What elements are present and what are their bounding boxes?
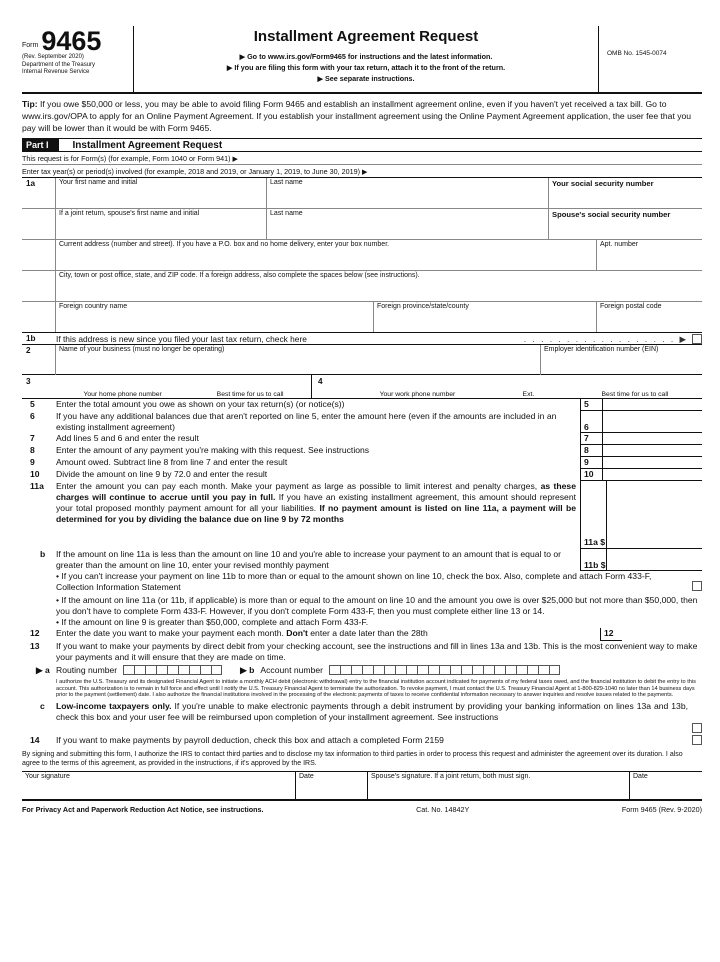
account-label: Account number [260, 664, 323, 675]
home-phone-label: Your home phone number [83, 391, 162, 398]
line-11a-text: Enter the amount you can pay each month. Make your payment as large as possible to limit interest and penalty charges, as these charges will continue to accrue until you pay in full. If you have an existing installment agreement, this amount should represent your total proposed monthly payment amount for all your liabilities. If no payment amount is listed on line 11a, a payment will be determined for you by dividing the balance due on line 9 by 72 months [56, 481, 576, 524]
line-5-box: 5 [580, 399, 602, 411]
line-13ab: ▶ a Routing number ▶ b Account number [22, 663, 702, 677]
form-footer-id: Form 9465 (Rev. 9-2020) [621, 804, 702, 814]
tip-text: If you owe $50,000 or less, you may be able to avoid filing Form 9465 and establish an installment agreement online, even if you haven't yet received a tax bill. Go to www.irs.gov/OPA to apply for an Online Payment Agreement. If you establish your installment agreement using the Online Payment Agreement application, the user fee that you pay will be lower than it would be with Form 9465. [22, 99, 692, 133]
line-3-number: 3 [26, 377, 31, 386]
footer [22, 801, 702, 814]
account-number-field[interactable] [329, 665, 560, 675]
date-field-2[interactable] [630, 772, 702, 799]
line-11b-amount[interactable] [606, 549, 702, 571]
spouse-last-name-field[interactable] [267, 209, 549, 239]
line-12-box[interactable]: 12 [600, 628, 622, 641]
spacer [22, 271, 56, 301]
apt-label: Apt. number [600, 241, 639, 248]
payroll-deduction-checkbox[interactable] [692, 735, 702, 745]
routing-number-field[interactable] [123, 665, 222, 675]
line-4-number: 4 [318, 377, 323, 386]
omb-number: OMB No. 1545-0074 [598, 26, 702, 92]
signature-row [22, 771, 702, 801]
line-13c-text: Low-income taxpayers only. If you're unable to make electronic payments through a debit instrument by providing your banking information on lines 13a and 13b, check this box and your user fee will be reimbursed upon completion of your installment agreement. See instructions [56, 700, 688, 722]
line-13-text: If you want to make your payments by direct debit from your checking account, see the instructions and fill in lines 13a and 13b. This is the most convenient way to make your payments and it will ensure that they are made on time. [56, 641, 698, 662]
line-5-amount[interactable] [602, 399, 702, 411]
line-6: 6 If you have any additional balances due that aren't reported on line 5, enter the amount here (even if the amounts are included in an existing installment agreement) 6 [22, 411, 702, 433]
line-13: 13 If you want to make your payments by direct debit from your checking account, see the instructions and fill in lines 13a and 13b. This is the most convenient way to make your payments and it will ensure that they are made on time. [22, 641, 702, 663]
line-2-number: 2 [22, 345, 56, 375]
line-9-amount[interactable] [602, 457, 702, 469]
line-6-amount[interactable] [602, 411, 702, 433]
your-signature-label: Your signature [25, 772, 70, 780]
line-8-text: Enter the amount of any payment you're making with this request. See instructions [56, 445, 370, 455]
spacer [22, 302, 56, 332]
spouse-ssn-field[interactable] [549, 209, 702, 239]
last-name-field[interactable] [267, 178, 549, 208]
line-13c: c Low-income taxpayers only. If you're unable to make electronic payments through a debit instrument by providing your banking information on lines 13a and 13b, check this box and your user fee will be reimbursed upon completion of your installment agreement. See instructions [22, 701, 702, 735]
tip-paragraph [22, 94, 702, 139]
address-field[interactable] [56, 240, 597, 270]
ein-label: Employer identification number (EIN) [544, 346, 659, 353]
line-12: 12 Enter the date you want to make your payment each month. Don't enter a date later than the 28th 12 [22, 628, 702, 641]
city-field[interactable] [56, 271, 702, 301]
privacy-notice: For Privacy Act and Paperwork Reduction Act Notice, see instructions. [22, 804, 264, 814]
business-name-field[interactable] [56, 345, 541, 375]
foreign-country-label: Foreign country name [59, 303, 128, 310]
spouse-first-name-field[interactable] [56, 209, 267, 239]
part-title: Installment Agreement Request [72, 139, 223, 151]
tip-label: Tip: [22, 99, 38, 109]
address-label: Current address (number and street). If you have a P.O. box and no home delivery, enter your box number. [59, 241, 390, 248]
line-11b-box: 11b $ [580, 549, 606, 571]
new-address-checkbox[interactable] [692, 334, 702, 344]
bullet-3 [22, 617, 702, 628]
last-name-label: Last name [270, 179, 303, 186]
part-tag: Part I [22, 139, 59, 152]
your-signature-field[interactable] [22, 772, 296, 799]
line-9-text: Amount owed. Subtract line 8 from line 7 and enter the result [56, 457, 288, 467]
spouse-first-name-label: If a joint return, spouse's first name and initial [59, 210, 200, 217]
tax-years-label: Enter tax year(s) or period(s) involved (for example, 2018 and 2019, or January 1, 2019, to June 30, 2019) ▶ [22, 166, 368, 176]
form-id-block [22, 26, 134, 92]
line-11a-amount[interactable] [606, 481, 702, 549]
line-8: 8 Enter the amount of any payment you're making with this request. See instructions 8 [22, 445, 702, 457]
form-433f-checkbox[interactable] [692, 581, 702, 591]
form-9465 [22, 26, 702, 814]
agency: Internal Revenue Service [22, 69, 90, 75]
business-name-label: Name of your business (must no longer be operating) [59, 346, 225, 353]
line-11b: b If the amount on line 11a is less than the amount on line 10 and you're able to increase your payment to an amount that is equal to or greater than the amount on line 10, enter your revised monthly payment 11b $ [22, 549, 702, 571]
name-row [22, 178, 702, 209]
home-phone-field[interactable] [56, 375, 312, 398]
leader-dots: . . . . . . . . . . . . . . . . . . ▶ [523, 333, 688, 344]
bullet-3-text: • If the amount on line 9 is greater than $50,000, complete and attach Form 433-F. [56, 617, 369, 627]
line-2-row [22, 345, 702, 375]
line-7-text: Add lines 5 and 6 and enter the result [56, 433, 199, 443]
foreign-country-field[interactable] [56, 302, 374, 332]
city-row [22, 271, 702, 302]
city-label: City, town or post office, state, and ZIP code. If a foreign address, also complete the spaces below (see instructions). [59, 272, 420, 279]
form-word: Form [22, 42, 39, 49]
apt-field[interactable] [597, 240, 702, 270]
line-1b-text: If this address is new since you filed your last tax return, check here [56, 333, 307, 344]
date-label-2: Date [633, 772, 648, 780]
spouse-signature-label: Spouse's signature. If a joint return, both must sign. [371, 772, 531, 780]
form-header [22, 26, 702, 94]
form-title: Installment Agreement Request [253, 28, 479, 45]
address-row [22, 240, 702, 271]
bullet-1-text: • If you can't increase your payment on line 11b to more than or equal to the amount shown on line 10, check the box. Also, complete and attach Form 433-F, Collection Information Statement [56, 571, 652, 592]
phone-row [22, 375, 702, 399]
catalog-number: Cat. No. 14842Y [416, 804, 470, 814]
line-12-text: Enter the date you want to make your payment each month. Don't enter a date later than the 28th [56, 628, 428, 638]
bullet-1 [22, 571, 702, 595]
spouse-signature-field[interactable] [368, 772, 630, 799]
line-10-amount[interactable] [602, 469, 702, 481]
first-name-field[interactable] [56, 178, 267, 208]
line-7-amount[interactable] [602, 433, 702, 445]
line-14: 14 If you want to make payments by payroll deduction, check this box and attach a completed Form 2159 [22, 735, 702, 748]
ssn-label: Your social security number [552, 179, 654, 188]
foreign-postal-field[interactable] [597, 302, 702, 332]
line-9: 9 Amount owed. Subtract line 8 from line 7 and enter the result 9 [22, 457, 702, 469]
best-time-label-2: Best time for us to call [601, 391, 669, 398]
spouse-last-name-label: Last name [270, 210, 303, 217]
routing-label: Routing number [56, 664, 118, 675]
work-phone-label: Your work phone number [379, 391, 456, 398]
instruction-line-2: ▶ If you are filing this form with your tax return, attach it to the front of the return. [226, 63, 506, 72]
foreign-postal-label: Foreign postal code [600, 303, 662, 310]
instruction-line-1: ▶ Go to www.irs.gov/Form9465 for instructions and the latest information. [239, 52, 493, 61]
ssn-field[interactable] [549, 178, 702, 208]
line-1a-number: 1a [22, 178, 56, 208]
line-6-box: 6 [580, 411, 602, 433]
line-10-text: Divide the amount on line 9 by 72.0 and enter the result [56, 469, 268, 479]
instruction-line-3: ▶ See separate instructions. [317, 74, 415, 83]
consent-text: By signing and submitting this form, I authorize the IRS to contact third parties and to disclose my tax information to third parties in order to process this request and administer the agreement over its duration. I also agree to the terms of this agreement, as provided in the instructions, if it's approved by the IRS. [22, 750, 683, 767]
first-name-label: Your first name and initial [59, 179, 138, 186]
foreign-row [22, 302, 702, 333]
line-1b-row [22, 333, 702, 345]
bullet-2 [22, 595, 702, 617]
best-time-label-1: Best time for us to call [216, 391, 284, 398]
work-phone-field[interactable] [346, 375, 702, 398]
line-6-text: If you have any additional balances due that aren't reported on line 5, enter the amount here (even if the amounts are included in an existing installment agreement) [56, 411, 557, 432]
spacer [22, 209, 56, 239]
ext-label: Ext. [522, 391, 535, 398]
line-11a: 11a Enter the amount you can pay each month. Make your payment as large as possible to limit interest and penalty charges, as these charges will continue to accrue until you pay in full. If you have an existing installment agreement, this amount should represent your total proposed monthly payment amount for all your liabilities. If no payment amount is listed on line 11a, a payment will be determined for you by dividing the balance due on line 9 by 72 months 11a $ [22, 481, 702, 549]
line-8-amount[interactable] [602, 445, 702, 457]
bullet-2-text: • If the amount on line 11a (or 11b, if applicable) is more than or equal to the amount on line 10 and the amount you owe is over $25,000 but not more than $50,000, then you don't have to complete Form 433-F. However, if you don't complete Form 433-F, then you must complete either line 13 or 14. [56, 595, 698, 616]
spouse-row [22, 209, 702, 240]
spouse-ssn-label: Spouse's social security number [552, 210, 671, 219]
spacer [22, 240, 56, 270]
date-label-1: Date [299, 772, 314, 780]
foreign-province-label: Foreign province/state/county [377, 303, 469, 310]
request-for-field[interactable] [22, 152, 702, 165]
low-income-checkbox[interactable] [692, 723, 702, 733]
line-5-text: Enter the total amount you owe as shown on your tax return(s) (or notice(s)) [56, 399, 345, 409]
foreign-province-field[interactable] [374, 302, 597, 332]
line-1b-number: 1b [26, 334, 36, 343]
department: Department of the Treasury [22, 61, 96, 68]
line-14-text: If you want to make payments by payroll deduction, check this box and attach a completed Form 2159 [56, 734, 444, 745]
title-block [134, 26, 598, 92]
tax-years-field[interactable] [22, 165, 702, 178]
line-5: 5 Enter the total amount you owe as shown on your tax return(s) (or notice(s)) 5 [22, 399, 702, 411]
revision-date: (Rev. September 2020) [22, 54, 84, 60]
line-10: 10 Divide the amount on line 9 by 72.0 and enter the result 10 [22, 469, 702, 481]
line-7: 7 Add lines 5 and 6 and enter the result 7 [22, 433, 702, 445]
line-11b-text: If the amount on line 11a is less than the amount on line 10 and you're able to increase your payment to an amount that is equal to or greater than the amount on line 10, enter your revised monthly payment [56, 549, 562, 570]
line-11a-box: 11a $ [580, 481, 606, 549]
ein-field[interactable] [541, 345, 702, 375]
form-number: 9465 [41, 26, 102, 56]
request-for-label: This request is for Form(s) (for example, Form 1040 or Form 941) ▶ [22, 153, 239, 163]
authorization-fine-print: I authorize the U.S. Treasury and its designated Financial Agent to initiate a monthly ACH debit (electronic withdrawal) entry to the financial institution account indicated for payments of my federal taxes owed, and the financial institution to debit the entry to this account. This authorization is to remain in full force and effect until I notify the U.S. Treasury Financial Agent to terminate the authorization. To revoke payment, I must contact the U.S. Treasury Financial Agent at 1-800-829-1040 no later than 14 business days prior to the payment (settlement) date. I also authorize the financial institutions involved in the processing of the electronic payments of taxes to receive confidential information necessary to answer inquiries and resolve issues related to the payments. [56, 679, 696, 699]
date-field-1[interactable] [296, 772, 368, 799]
part-1-header [22, 139, 702, 152]
